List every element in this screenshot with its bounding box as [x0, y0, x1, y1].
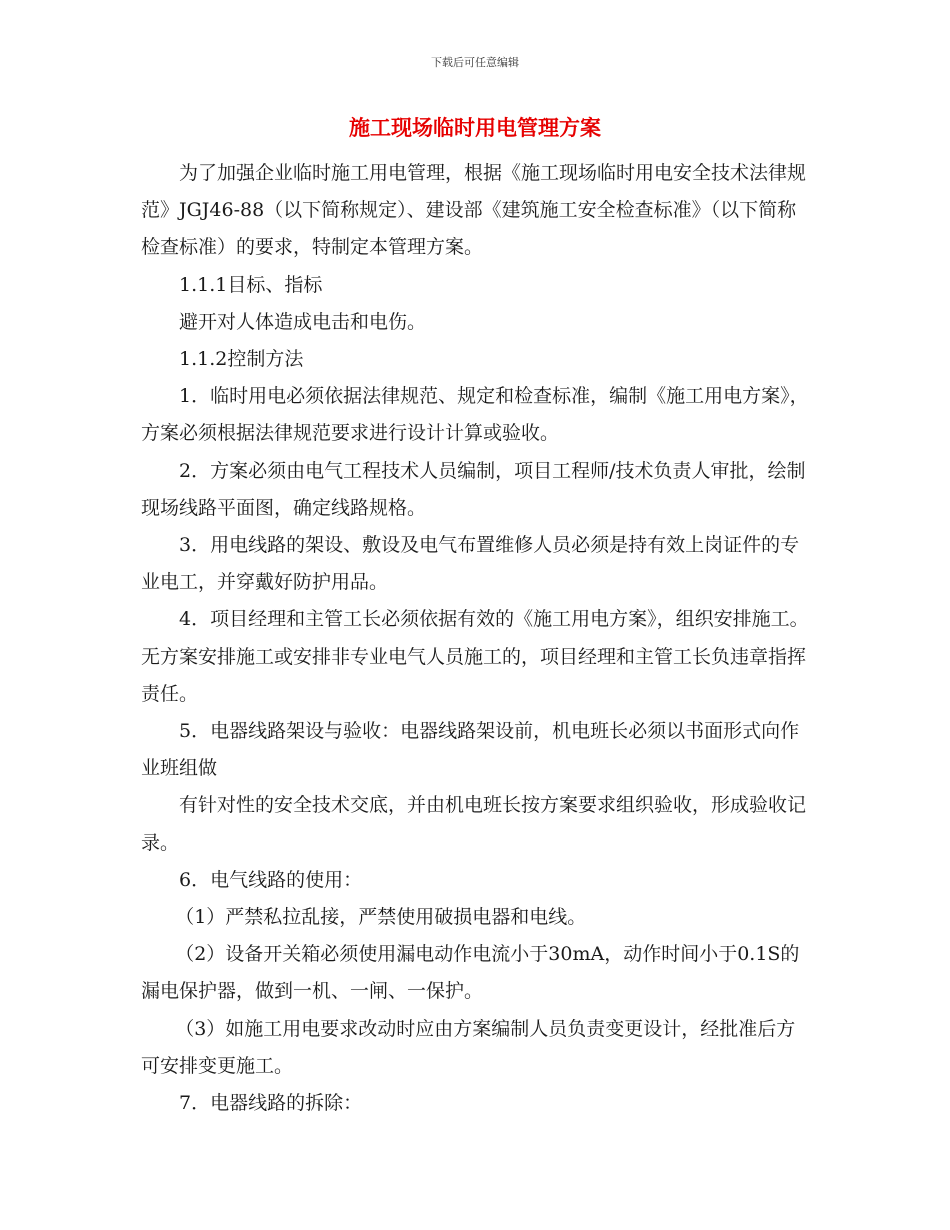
paragraph-item-6-3: （3）如施工用电要求改动时应由方案编制人员负责变更设计，经批准后方可安排变更施工。 — [141, 1017, 796, 1077]
document-title: 施工现场临时用电管理方案 — [349, 116, 601, 140]
paragraph-item-4: 4．项目经理和主管工长必须依据有效的《施工用电方案》，组织安排施工。无方案安排施工或安排非专业电气人员施工的，项目经理和主管工长负违章指挥责任。 — [141, 608, 809, 705]
page-header-note: 下载后可任意编辑 — [431, 56, 519, 69]
paragraph-item-5-cont: 有针对性的安全技术交底，并由机电班长按方案要求组织验收，形成验收记录。 — [141, 794, 807, 854]
document-body — [141, 155, 811, 1122]
paragraph-item-6-2: （2）设备开关箱必须使用漏电动作电流小于30mA，动作时间小于0.1S的漏电保护器，做到一机、一闸、一保护。 — [141, 943, 800, 1003]
paragraph-goal: 避开对人体造成电击和电伤。 — [179, 310, 427, 333]
section-heading-method: 1.1.2控制方法 — [179, 348, 304, 371]
paragraph-item-6: 6．电气线路的使用： — [179, 868, 363, 891]
paragraph-item-1: 1．临时用电必须依据法律规范、规定和检查标准，编制《施工用电方案》，方案必须根据法律规范要求进行设计计算或验收。 — [141, 385, 809, 445]
paragraph-item-3: 3．用电线路的架设、敷设及电气布置维修人员必须是持有效上岗证件的专业电工，并穿戴好防护用品。 — [141, 534, 800, 594]
paragraph-item-7: 7．电器线路的拆除： — [179, 1092, 363, 1115]
paragraph-intro: 为了加强企业临时施工用电管理，根据《施工现场临时用电安全技术法律规范》JGJ46-88（以下简称规定）、建设部《建筑施工安全检查标准》（以下简称检查标准）的要求，特制定本管理方案。 — [141, 162, 807, 259]
section-heading-goal: 1.1.1目标、指标 — [179, 273, 323, 296]
paragraph-item-5: 5．电器线路架设与验收：电器线路架设前，机电班长必须以书面形式向作业班组做 — [141, 720, 800, 780]
paragraph-item-2: 2．方案必须由电气工程技术人员编制，项目工程师/技术负责人审批，绘制现场线路平面图，确定线路规格。 — [141, 459, 806, 519]
paragraph-item-6-1: （1）严禁私拉乱接，严禁使用破损电器和电线。 — [175, 906, 587, 929]
